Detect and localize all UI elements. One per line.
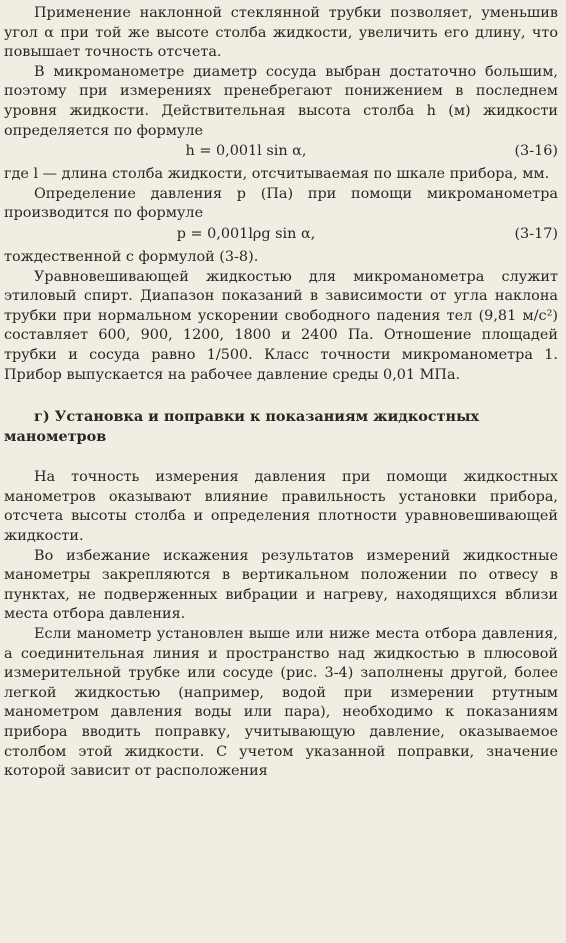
paragraph-vertical-mounting: Во избежание искажения результатов измерений жидкостные манометры закрепляются в вертикальном положении по отвесу в пунктах, не подверженных вибрации и нагреву, находящихся вблизи места отбора давления. xyxy=(4,547,558,623)
paragraph-identical-formula: тождественной с формулой (3-8). xyxy=(4,248,259,265)
formula-column-height xyxy=(4,142,558,164)
spacer xyxy=(4,446,558,468)
paragraph-where-l: где l — длина столба жидкости, отсчитываемая по шкале прибора, мм. xyxy=(4,166,550,183)
formula-pressure xyxy=(4,225,558,247)
section-heading: г) Установка и поправки к показаниям жидкостных манометров xyxy=(4,408,480,445)
paragraph-vessel-diameter: В микроманометре диаметр сосуда выбран достаточно большим, поэтому при измерениях пренебрегают понижением в последнем уровня жидкости. Действительная высота столба h (м) жидкости определяется по формуле xyxy=(4,63,558,139)
formula-expression: h = 0,001l sin α, xyxy=(185,143,307,160)
spacer xyxy=(4,385,558,407)
equation-number: (3-17) xyxy=(514,225,558,242)
paragraph-balancing-liquid: Уравновешивающей жидкостью для микроманометра служит этиловый спирт. Диапазон показаний в зависимости от угла наклона трубки при нормальном ускорении свободного падения тел (9,81 м/с²) составляет 600, 900, 1200, 1800 и 2400 Па. Отношение площадей трубки и сосуда равно 1/500. Класс точности микроманометра 1. Прибор выпускается на рабочее давление среды 0,01 МПа. xyxy=(4,268,558,383)
formula-expression: p = 0,001lρg sin α, xyxy=(176,225,316,242)
paragraph-inclined-tube: Применение наклонной стеклянной трубки позволяет, уменьшив угол α при той же высоте столба жидкости, увеличить его длину, что повышает точность отсчета. xyxy=(4,5,558,61)
paragraph-accuracy-factors: На точность измерения давления при помощи жидкостных манометров оказывают влияние правильность установки прибора, отсчета высоты столба и определения плотности уравновешивающей жидкости. xyxy=(4,469,558,545)
equation-number: (3-16) xyxy=(514,143,558,160)
paragraph-pressure-determination: Определение давления p (Па) при помощи микроманометра производится по формуле xyxy=(4,185,558,222)
paragraph-correction: Если манометр установлен выше или ниже места отбора давления, а соединительная линия и пространство над жидкостью в плюсовой измерительной трубке или сосуде (рис. 3-4) заполнены другой, более легкой жидкостью (например, водой при измерении ртутным манометром давления воды или пара), необходимо к показаниям прибора вводить поправку, учитывающую давление, оказываемое столбом этой жидкости. С учетом указанной поправки, значение которой зависит от расположения xyxy=(4,626,558,780)
